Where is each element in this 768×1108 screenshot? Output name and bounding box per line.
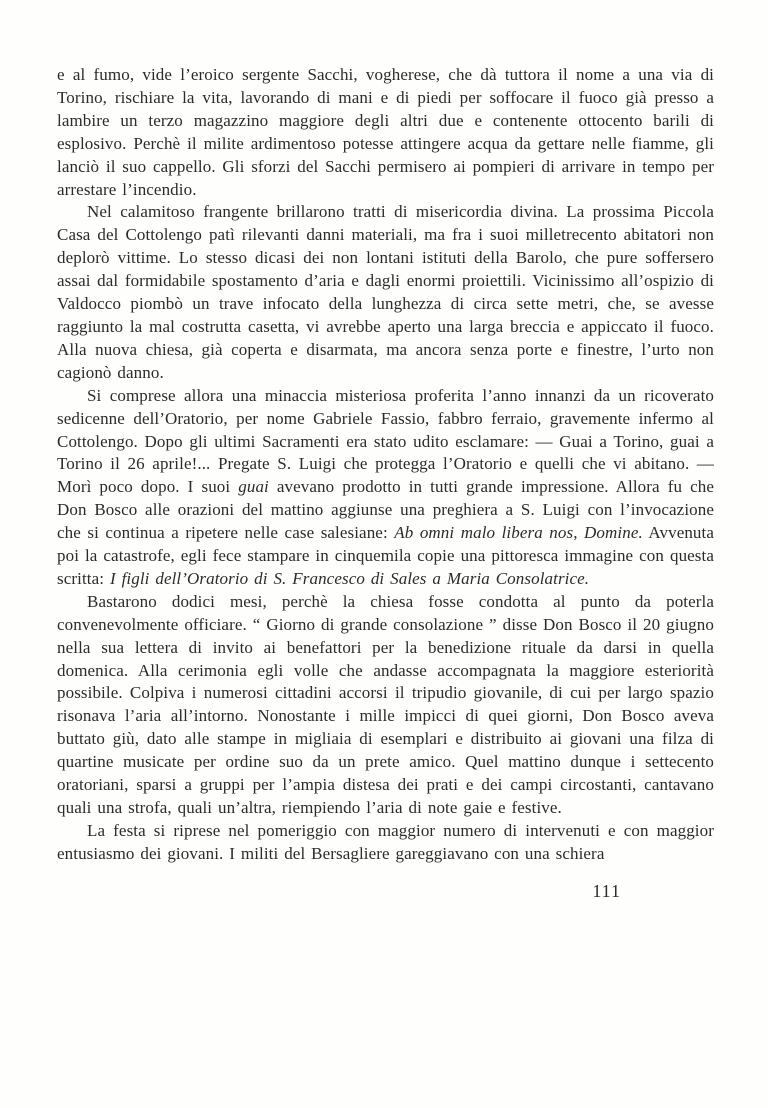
italic-word-guai: guai <box>238 477 269 497</box>
paragraph-5 <box>57 820 714 866</box>
paragraph-3 <box>57 385 714 591</box>
paragraph-3-text: avevano prodotto in tutti grande impressione. Allora fu che Don Bosco alle orazioni del mattino aggiunse una preghiera a S. Luigi con l’invocazione che si continua a ripetere nelle case salesiane: <box>57 477 714 543</box>
italic-image-caption: I figli dell’Oratorio di S. Francesco di Sales a Maria Consolatrice. <box>109 568 590 588</box>
italic-latin-prayer: Ab omni malo libera nos, Domine. <box>394 523 643 543</box>
paragraph-5-text: La festa si riprese nel pomeriggio con maggior numero di intervenuti e con maggior entusiasmo dei giovani. I militi del Bersagliere gareggiavano con una schiera <box>57 820 714 863</box>
paragraph-3-text: Avvenuta poi la catastrofe, egli fece stampare in cinquemila copie una pittoresca immagine con questa scritta: <box>57 523 715 588</box>
paragraph-1 <box>57 64 714 201</box>
paragraph-4-text: Bastarono dodici mesi, perchè la chiesa fosse condotta al punto da poterla convenevolmente officiare. “ Giorno di grande consolazione ” disse Don Bosco il 20 giugno nella sua lettera di invito ai benefattori per la benedizione rituale da darsi in quella domenica. Alla cerimonia egli volle che andasse accompagnata la maggiore esteriorità possibile. Colpiva i numerosi cittadini accorsi il tripudio giovanile, di cui per largo spazio risonava l’aria all’intorno. Nonostante i mille impicci di quei giorni, Don Bosco aveva buttato giù, dato alle stampe in migliaia di esemplari e distribuito ai giovani una filza di quartine musicate per ordine suo da un prete amico. Quel mattino dunque i settecento oratoriani, sparsi a gruppi per l’ampia distesa dei prati e dei campi circostanti, cantavano quali una strofa, quali un’altra, riempiendo l’aria di note gaie e festive. <box>57 591 714 817</box>
paragraph-3-text: Si comprese allora una minaccia misteriosa proferita l’anno innanzi da un ricoverato sedicenne dell’Oratorio, per nome Gabriele Fassio, fabbro ferraio, gravemente infermo al Cottolengo. Dopo gli ultimi Sacramenti era stato udito esclamare: — Guai a Torino, guai a Torino il 26 aprile!... Pregate S. Luigi che protegga l’Oratorio e quelli che vi abitano. — Morì poco dopo. I suoi <box>57 385 714 497</box>
paragraph-2-text: Nel calamitoso frangente brillarono tratti di misericordia divina. La prossima Piccola Casa del Cottolengo patì rilevanti danni materiali, ma fra i suoi milletrecento abitatori non deplorò vittime. Lo stesso dicasi dei non lontani istituti della Barolo, che pure soffersero assai dal formidabile spostamento d’aria e dagli enormi proiettili. Vicinissimo all’ospizio di Valdocco piombò un trave infocato della lunghezza di circa sette metri, che, se avesse raggiunto la mal costrutta casetta, vi avrebbe aperto una larga breccia e appiccato il fuoco. Alla nuova chiesa, già coperta e disarmata, ma ancora senza porte e finestre, l’urto non cagionò danno. <box>57 202 714 382</box>
page-number: 111 <box>592 880 621 901</box>
paragraph-4 <box>57 591 714 820</box>
paragraph-1-text: e al fumo, vide l’eroico sergente Sacchi, vogherese, che dà tuttora il nome a una via di Torino, rischiare la vita, lavorando di mani e di piedi per soffocare il fuoco già presso a lambire un terzo magazzino maggiore degli altri due e contenente ottocento barili di esplosivo. Perchè il milite ardimentoso potesse attingere acqua da gettare nelle fiamme, gli lanciò il suo cappello. Gli sforzi del Sacchi permisero ai pompieri di arrivare in tempo per arrestare l’incendio. <box>57 65 714 199</box>
page-text-block <box>57 64 714 902</box>
paragraph-2 <box>57 201 714 384</box>
